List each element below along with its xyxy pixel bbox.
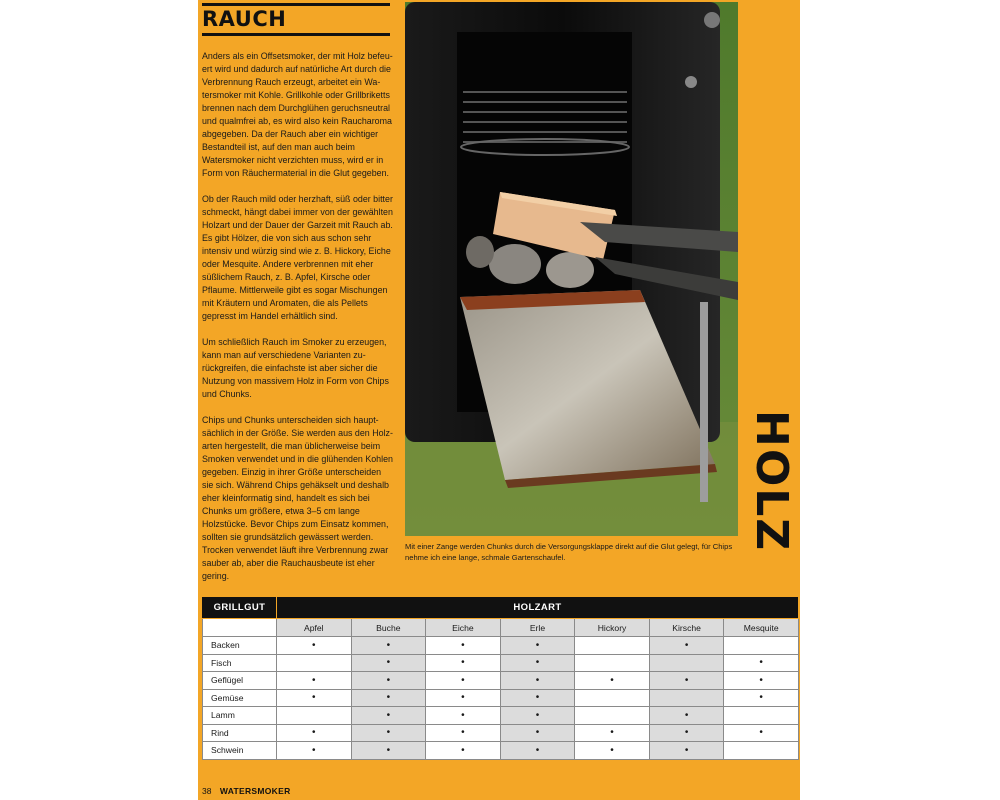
empty-cell — [277, 707, 352, 725]
suitable-mark: • — [277, 672, 352, 690]
suitable-mark: • — [426, 689, 501, 707]
book-page — [198, 0, 800, 800]
heading-rule-bottom — [202, 33, 390, 36]
smoker-photo — [405, 2, 738, 536]
suitable-mark: • — [500, 637, 575, 655]
food-label: Geflügel — [203, 672, 277, 690]
table-row — [203, 742, 799, 760]
empty-cell — [724, 707, 799, 725]
suitable-mark: • — [500, 742, 575, 760]
table-corner-cell — [203, 619, 277, 637]
paragraph: Anders als ein Offsetsmoker, der mit Holz befeuert wird und dadurch auf natürliche Art durch die Verbrennung Rauch erzeugt, arbeitet ein Watersmoker mit Kohle. Grillkohle oder Grillbriketts brennen nach dem Durchglühen geruchsneutral und qualmfrei ab, es wird also kein Raucharoma abgegeben. Da der Rauch aber ein wichtiger Bestandteil ist, auf den man auch beim Watersmoker nicht verzichten muss, wird er in Form von Räuchermaterial in die Glut gegeben. — [202, 51, 393, 178]
table-body — [203, 637, 799, 760]
suitable-mark: • — [500, 654, 575, 672]
food-label: Fisch — [203, 654, 277, 672]
empty-cell — [575, 707, 650, 725]
suitable-mark: • — [724, 724, 799, 742]
table-row — [203, 724, 799, 742]
empty-cell — [649, 654, 724, 672]
empty-cell — [575, 654, 650, 672]
table-row — [203, 689, 799, 707]
suitable-mark: • — [351, 689, 426, 707]
suitable-mark: • — [500, 707, 575, 725]
wood-column-header: Eiche — [426, 619, 501, 637]
suitable-mark: • — [426, 637, 501, 655]
empty-cell — [575, 689, 650, 707]
suitable-mark: • — [426, 742, 501, 760]
empty-cell — [649, 689, 724, 707]
suitable-mark: • — [426, 672, 501, 690]
empty-cell — [575, 637, 650, 655]
suitable-mark: • — [500, 672, 575, 690]
suitable-mark: • — [426, 724, 501, 742]
suitable-mark: • — [426, 707, 501, 725]
food-label: Schwein — [203, 742, 277, 760]
wood-column-header: Mesquite — [724, 619, 799, 637]
wood-column-header: Hickory — [575, 619, 650, 637]
paragraph: Ob der Rauch mild oder herzhaft, süß oder bitter schmeckt, hängt dabei immer von der gewählten Holzart und der Dauer der Garzeit mit Rauch ab. Es gibt Hölzer, die von sich aus schon sehr intensiv und würzig sind wie z. B. Hickory, Eiche oder Mesquite. Andere verbrennen mit eher süßlichem Rauch, z. B. Apfel, Kirsche oder Pflaume. Mittlerweile gibt es sogar Mischungen mit Kräutern und Aromaten, die als Pellets gepresst im Handel erhältlich sind. — [202, 194, 393, 321]
suitable-mark: • — [649, 672, 724, 690]
suitable-mark: • — [277, 724, 352, 742]
empty-cell — [724, 742, 799, 760]
wood-column-header: Buche — [351, 619, 426, 637]
suitable-mark: • — [277, 742, 352, 760]
suitable-mark: • — [575, 742, 650, 760]
suitable-mark: • — [426, 654, 501, 672]
suitable-mark: • — [649, 724, 724, 742]
food-label: Rind — [203, 724, 277, 742]
empty-cell — [277, 654, 352, 672]
empty-cell — [724, 637, 799, 655]
suitable-mark: • — [500, 689, 575, 707]
wood-pairing-table — [202, 596, 799, 760]
food-label: Lamm — [203, 707, 277, 725]
side-label: HOLZ — [746, 410, 797, 553]
suitable-mark: • — [724, 654, 799, 672]
suitable-mark: • — [724, 689, 799, 707]
running-title: WATERSMOKER — [219, 786, 291, 796]
paragraph: Um schließlich Rauch im Smoker zu erzeugen, kann man auf verschiedene Varianten zurückgreifen, die einfachste ist aber sicher die Nutzung von massivem Holz in Form von Chips und Chunks. — [202, 337, 389, 399]
photo-caption: Mit einer Zange werden Chunks durch die Versorgungsklappe direkt auf die Glut gelegt, für Chips nehme ich eine lange, schmale Gartenschaufel. — [405, 542, 733, 562]
food-label: Gemüse — [203, 689, 277, 707]
suitable-mark: • — [500, 724, 575, 742]
suitable-mark: • — [649, 637, 724, 655]
suitable-mark: • — [575, 724, 650, 742]
suitable-mark: • — [724, 672, 799, 690]
suitable-mark: • — [351, 637, 426, 655]
table-row — [203, 637, 799, 655]
body-text — [202, 50, 394, 583]
page-footer — [202, 786, 291, 797]
suitable-mark: • — [277, 689, 352, 707]
suitable-mark: • — [649, 742, 724, 760]
paragraph: Chips und Chunks unterscheiden sich hauptsächlich in der Größe. Sie werden aus den Holzarten hergestellt, die man üblicherweise beim Smoken verwendet und in die glühenden Kohlen gegeben. Einzig in ihrer Größe unterscheiden sie sich. Während Chips gehäkselt und deshalb eher kleinformatig sind, handelt es sich bei Chunks um größere, etwa 3–5 cm lange Holzstücke. Bevor Chips zum Einsatz kommen, sollten sie grundsätzlich gewässert werden. Trocken verwendet läuft ihre Verbrennung zwar sauber ab, aber die Rauchausbeute ist eher gering. — [202, 415, 393, 581]
section-title: RAUCH — [202, 7, 287, 31]
table-header-wood: HOLZART — [277, 597, 799, 619]
table-header-food: GRILLGUT — [203, 597, 277, 619]
suitable-mark: • — [575, 672, 650, 690]
suitable-mark: • — [351, 654, 426, 672]
table-row — [203, 707, 799, 725]
suitable-mark: • — [649, 707, 724, 725]
table-row — [203, 672, 799, 690]
table-row — [203, 654, 799, 672]
suitable-mark: • — [351, 672, 426, 690]
suitable-mark: • — [351, 707, 426, 725]
page-number: 38 — [202, 786, 212, 796]
wood-column-header: Erle — [500, 619, 575, 637]
wood-column-header: Apfel — [277, 619, 352, 637]
food-label: Backen — [203, 637, 277, 655]
wood-column-header: Kirsche — [649, 619, 724, 637]
suitable-mark: • — [351, 724, 426, 742]
suitable-mark: • — [351, 742, 426, 760]
suitable-mark: • — [277, 637, 352, 655]
